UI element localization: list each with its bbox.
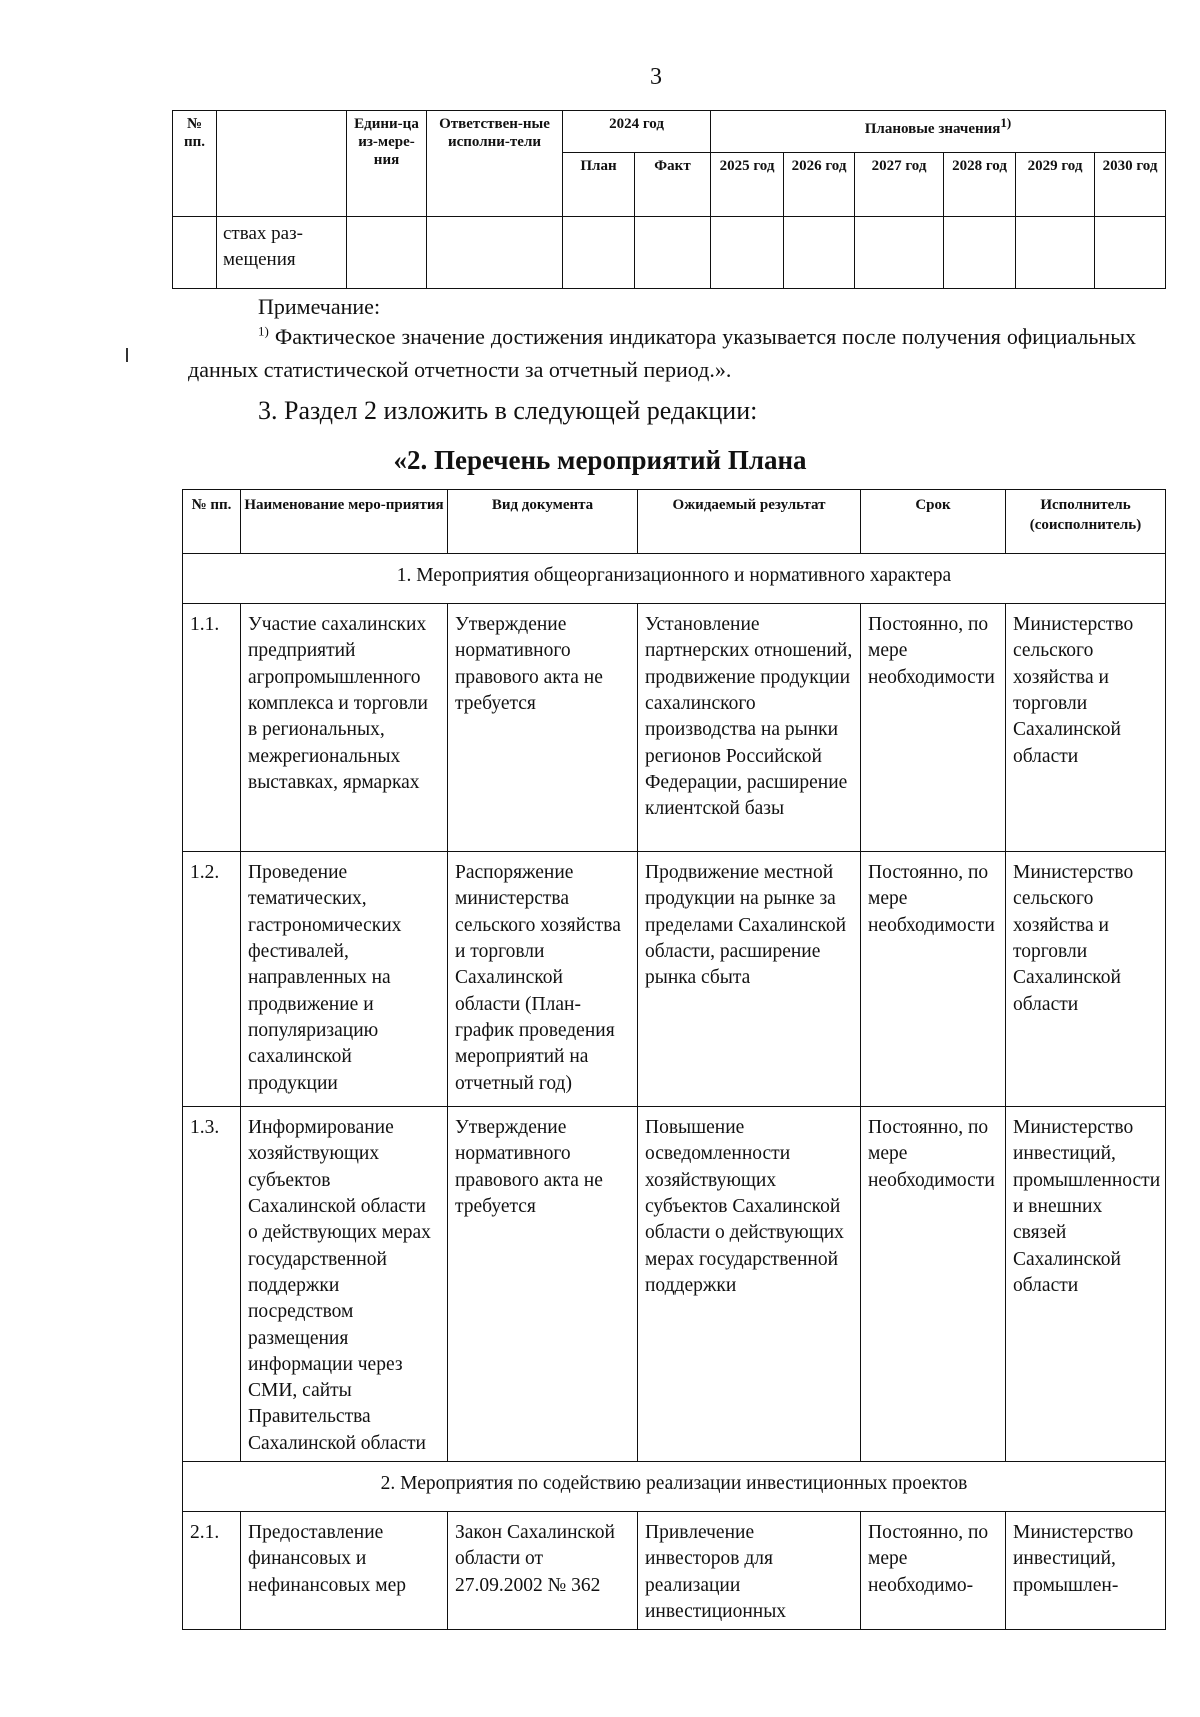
measures-table: [182, 489, 1166, 1630]
row-num: 1.3.: [183, 1107, 241, 1462]
row-result: Установление партнерских отношений, продвижение продукции сахалинского производства на рынки регионов Российской Федерации, расширение клиентской базы: [638, 604, 861, 852]
row-name: Предоставление финансовых и нефинансовых мер: [241, 1512, 448, 1630]
plan-header: План: [563, 153, 635, 217]
paragraph-3: 3. Раздел 2 изложить в следующей редакции:: [258, 396, 758, 425]
col-unit-header: Едини-ца из-мере-ния: [347, 111, 427, 217]
row-term: Постоянно, по мере необходимости: [861, 604, 1006, 852]
row-term: Постоянно, по мере необходимо-: [861, 1512, 1006, 1630]
year-2025-header: 2025 год: [711, 153, 784, 217]
col-name-header: Наименование меро-приятия: [241, 490, 448, 554]
row-exec: Министерство сельского хозяйства и торговли Сахалинской области: [1006, 604, 1166, 852]
table-row: [173, 217, 1166, 289]
row-num: 2.1.: [183, 1512, 241, 1630]
row-doc: Распоряжение министерства сельского хозяйства и торговли Сахалинской области (План-график проведения мероприятий на отчетный год): [448, 852, 638, 1107]
section-1-heading: 1. Мероприятия общеорганизационного и нормативного характера: [183, 554, 1166, 604]
section-2-heading: 2. Мероприятия по содействию реализации инвестиционных проектов: [183, 1462, 1166, 1512]
col-name-header: [217, 111, 347, 217]
row-name-cell: ствах раз-мещения: [217, 217, 347, 289]
table-row: [183, 1512, 1166, 1630]
col-resp-header: Ответствен-ные исполни-тели: [427, 111, 563, 217]
row-result: Привлечение инвесторов для реализации инвестиционных: [638, 1512, 861, 1630]
row-doc: Утверждение нормативного правового акта не требуется: [448, 604, 638, 852]
col-term-header: Срок: [861, 490, 1006, 554]
row-exec: Министерство инвестиций, промышлен-: [1006, 1512, 1166, 1630]
table-row: [183, 852, 1166, 1107]
margin-mark: [126, 348, 128, 362]
note-text: $^{1)}$ Фактическое значение достижения индикатора указывается после получения официальных данных статистической отчетности за отчетный период.».: [188, 323, 1136, 382]
section-title: «2. Перечень мероприятий Плана: [393, 445, 807, 475]
table-row: [183, 1107, 1166, 1462]
col-num-header: № пп.: [173, 111, 217, 217]
row-name: Проведение тематических, гастрономических фестивалей, направленных на продвижение и популяризацию сахалинской продукции: [241, 852, 448, 1107]
row-name: Информирование хозяйствующих субъектов Сахалинской области о действующих мерах государственной поддержки посредством размещения информации через СМИ, сайты Правительства Сахалинской области: [241, 1107, 448, 1462]
row-result: Повышение осведомленности хозяйствующих субъектов Сахалинской области о действующих мерах государственной поддержки: [638, 1107, 861, 1462]
row-exec: Министерство сельского хозяйства и торговли Сахалинской области: [1006, 852, 1166, 1107]
note-heading: Примечание:: [258, 294, 381, 319]
row-term: Постоянно, по мере необходимости: [861, 852, 1006, 1107]
table-row: [183, 604, 1166, 852]
page-number: 3: [650, 64, 662, 90]
row-num: 1.1.: [183, 604, 241, 852]
year-2028-header: 2028 год: [944, 153, 1016, 217]
planned-values-header: Плановые значения1): [711, 111, 1166, 153]
row-exec: Министерство инвестиций, промышленности и внешних связей Сахалинской области: [1006, 1107, 1166, 1462]
indicators-table: [172, 110, 1166, 289]
row-name: Участие сахалинских предприятий агропромышленного комплекса и торговли в региональных, межрегиональных выставках, ярмарках: [241, 604, 448, 852]
col-result-header: Ожидаемый результат: [638, 490, 861, 554]
col-doc-header: Вид документа: [448, 490, 638, 554]
row-num: 1.2.: [183, 852, 241, 1107]
row-doc: Утверждение нормативного правового акта не требуется: [448, 1107, 638, 1462]
fact-header: Факт: [635, 153, 711, 217]
row-doc: Закон Сахалинской области от 27.09.2002 № 362: [448, 1512, 638, 1630]
year-2026-header: 2026 год: [784, 153, 855, 217]
row-term: Постоянно, по мере необходимости: [861, 1107, 1006, 1462]
row-result: Продвижение местной продукции на рынке за пределами Сахалинской области, расширение рынка сбыта: [638, 852, 861, 1107]
col-exec-header: Исполнитель (соисполнитель): [1006, 490, 1166, 554]
year-2030-header: 2030 год: [1095, 153, 1166, 217]
col-num-header: № пп.: [183, 490, 241, 554]
year-2024-header: 2024 год: [563, 111, 711, 153]
year-2029-header: 2029 год: [1016, 153, 1095, 217]
year-2027-header: 2027 год: [855, 153, 944, 217]
